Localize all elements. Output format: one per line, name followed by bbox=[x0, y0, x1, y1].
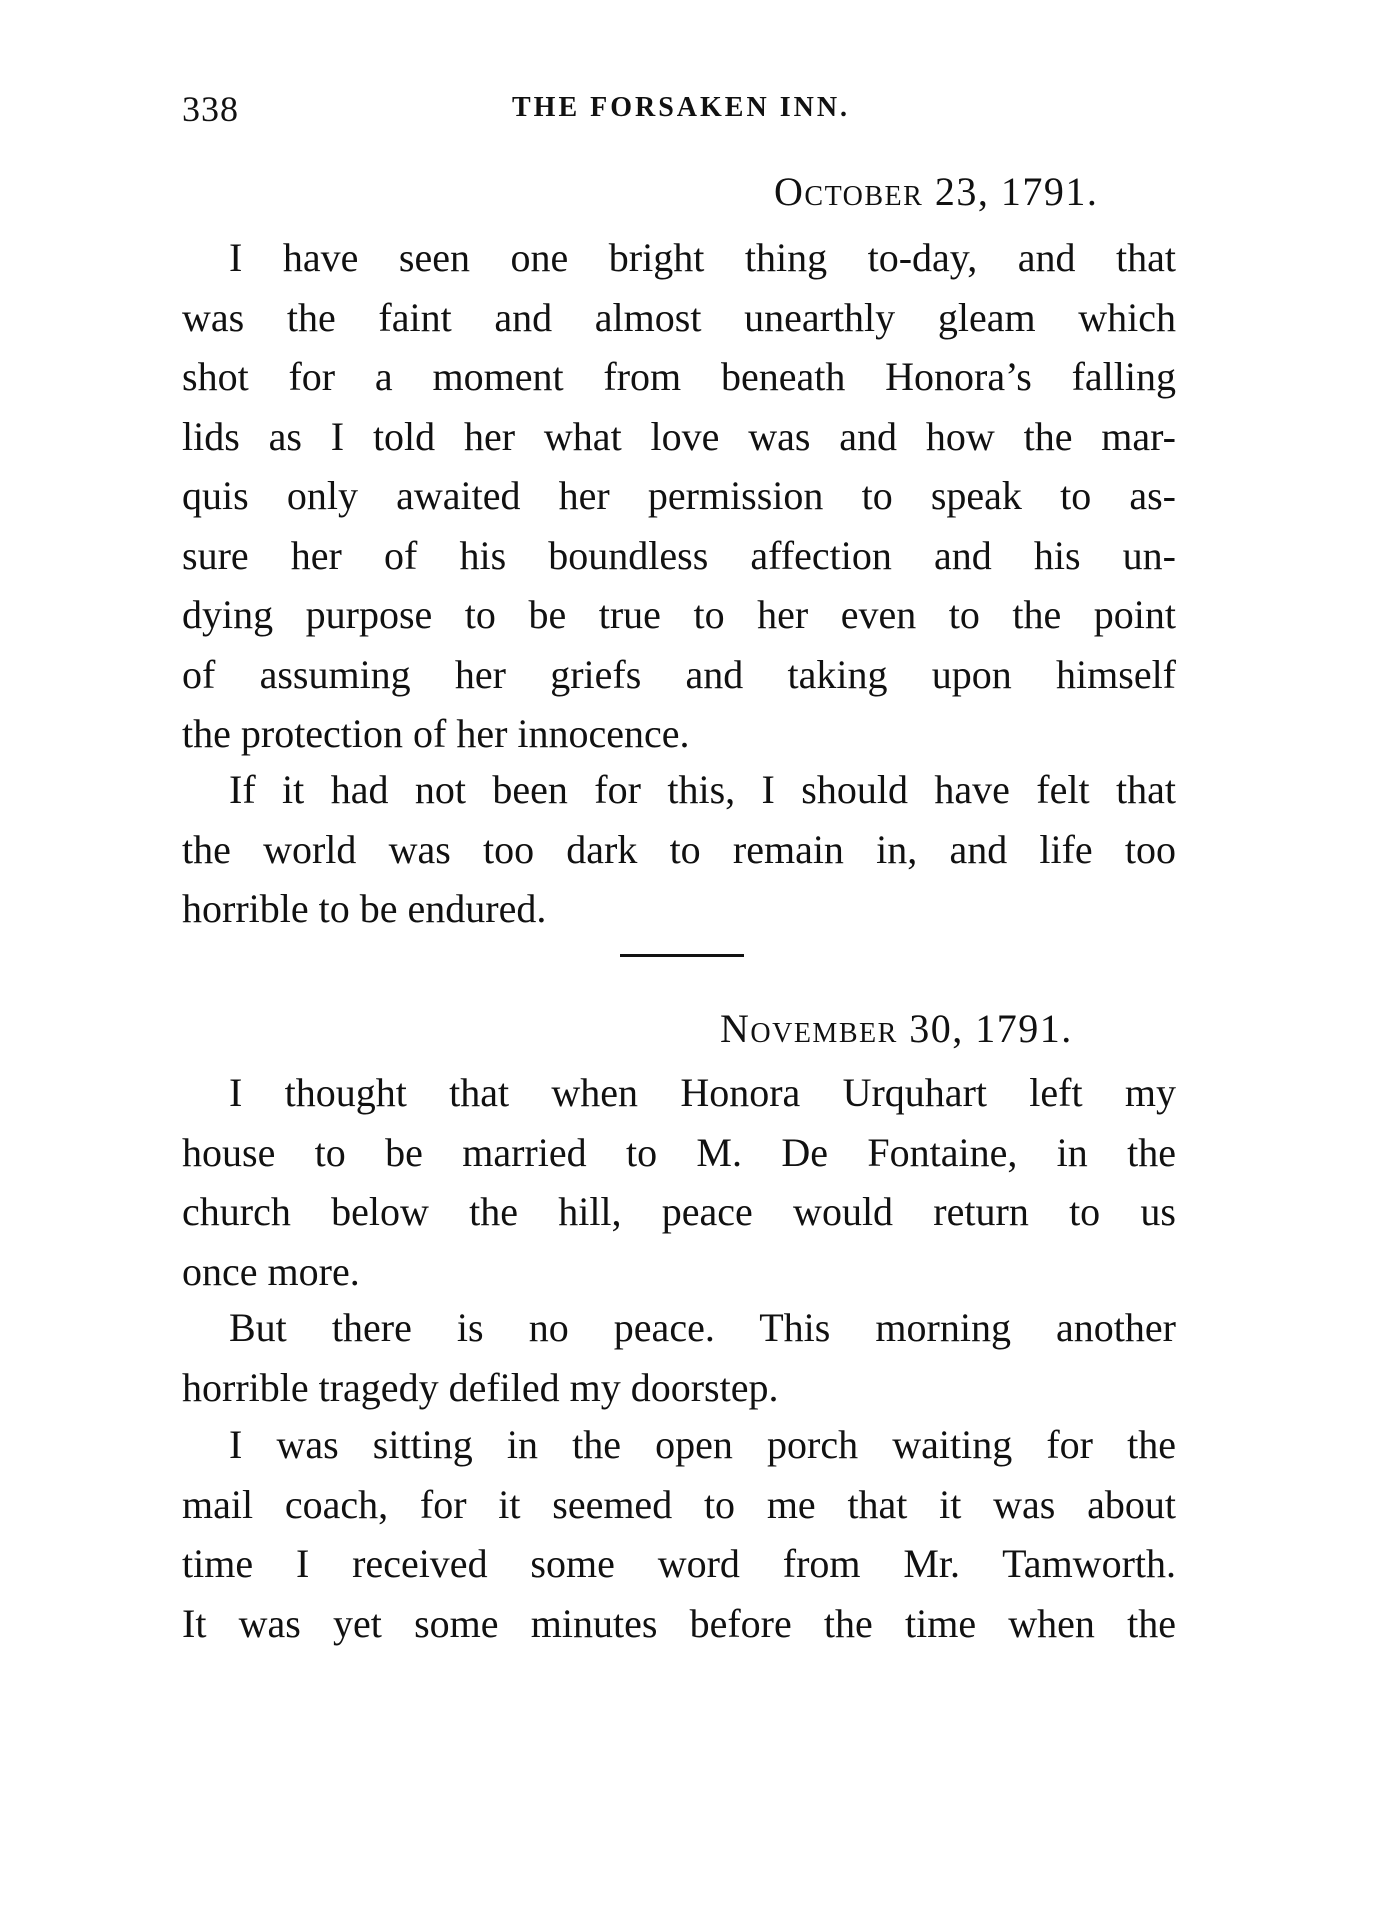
text-line: I was sitting in the open porch waiting for the bbox=[229, 1422, 1176, 1467]
section-divider bbox=[620, 954, 744, 957]
text-line: house to be married to M. De Fontaine, in the bbox=[182, 1129, 1176, 1175]
text-line: the protection of her innocence. bbox=[182, 711, 690, 756]
text-line: horrible tragedy defiled my doorstep. bbox=[182, 1364, 779, 1410]
text-line: church below the hill, peace would return to us bbox=[182, 1189, 1176, 1234]
paragraph bbox=[182, 1415, 1176, 1653]
text-line: mail coach, for it seemed to me that it was about bbox=[182, 1481, 1176, 1527]
page-number: 338 bbox=[182, 89, 239, 129]
text-line: quis only awaited her permission to speak to as- bbox=[182, 473, 1176, 518]
text-line: sure her of his boundless affection and his un- bbox=[182, 532, 1176, 578]
paragraph bbox=[182, 760, 1176, 939]
text-line: the world was too dark to remain in, and life too bbox=[182, 826, 1176, 872]
text-line: But there is no peace. This morning another bbox=[229, 1305, 1176, 1350]
text-line: horrible to be endured. bbox=[182, 886, 547, 931]
running-head bbox=[182, 88, 1182, 138]
paragraph bbox=[182, 1063, 1176, 1301]
text-line: I thought that when Honora Urquhart left my bbox=[229, 1070, 1176, 1115]
paragraph bbox=[182, 1298, 1176, 1417]
text-line: of assuming her griefs and taking upon himself bbox=[182, 651, 1176, 697]
text-line: I have seen one bright thing to-day, and that bbox=[229, 235, 1176, 280]
text-line: shot for a moment from beneath Honora’s falling bbox=[182, 354, 1176, 399]
entry-date-text: November 30, 1791. bbox=[720, 1006, 1073, 1051]
entry-date bbox=[774, 168, 1098, 215]
text-line: If it had not been for this, I should have felt that bbox=[229, 767, 1176, 812]
entry-date-text: October 23, 1791. bbox=[774, 169, 1099, 214]
text-line: once more. bbox=[182, 1248, 360, 1294]
paragraph bbox=[182, 228, 1176, 764]
book-title: THE FORSAKEN INN. bbox=[512, 92, 851, 123]
text-line: dying purpose to be true to her even to the point bbox=[182, 592, 1176, 637]
text-line: It was yet some minutes before the time when the bbox=[182, 1600, 1176, 1646]
text-line: was the faint and almost unearthly gleam which bbox=[182, 294, 1176, 340]
entry-date bbox=[720, 1005, 1073, 1052]
text-line: time I received some word from Mr. Tamworth. bbox=[182, 1541, 1176, 1586]
text-line: lids as I told her what love was and how the mar- bbox=[182, 413, 1176, 459]
